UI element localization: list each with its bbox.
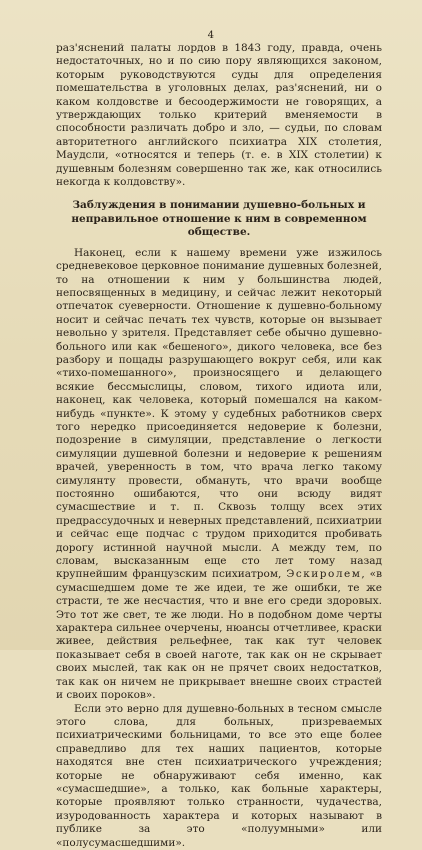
body-text: [56, 42, 382, 850]
section-heading: Заблуждения в понимании душевно-больных и неправильное отношение к ним в современном обществе.: [71, 199, 367, 239]
intro-paragraph: раз'яснений палаты лордов в 1843 году, правда, очень недостаточных, но и по сию пору являющихся законом, которым руководствуются суды для определения помешательства в уголовных делах, раз'яснений, ни о каком колдовстве и бесоодержимости не говорящих, а утверждающих только критерий вменяемости в способности различать добро и зло, — судьи, по словам авторитетного английского психиатра XIX столетия, Маудсли, «относятся и теперь (т. е. в XIX столетии) к душевным болезням совершенно так же, как относились некогда к колдовству».: [56, 42, 382, 189]
author-name-esquirol: Эскиролем: [286, 568, 362, 581]
main-paragraph-text-start: Наконец, если к нашему времени уже изжилось средневековое церковное понимание душевных болезней, то на отношении к ним у большинства людей, непосвященных в медицину, и сейчас лежит некоторый отпечаток суеверности. Отношение к душевно-больному носит и сейчас печать тех чувств, которые он вызывает невольно у зрителя. Представляет себе обычно душевно-больного или как «бешеного», дикого человека, все без разбору и пощады разрушающего вокруг себя, или как «тихо-помешанного», произносящего и делающего всякие бессмыслицы, словом, тихого идиота или, наконец, как человека, который помешался на каком-нибудь «пункте». К этому у судебных работников сверх того нередко присоединяется недоверие к болезни, подозрение в симуляции, представление о легкости симуляции душевной болезни и недоверие к решениям врачей, уверенность в том, что врача легко такому симулянту провести, обмануть, что врачи вообще постоянно ошибаются, что они всюду видят сумасшествие и т. п. Сквозь толщу всех этих предрассудочных и неверных представлений, психиатрии и сейчас еще подчас с трудом приходится пробивать дорогу истинной научной мысли. А между тем, по словам, высказанным еще сто лет тому назад крупнейшим французским психиатром,: [56, 246, 382, 581]
page-number: 4: [207, 30, 215, 41]
main-paragraph-text-end: , «в сумасшедшем доме те же идеи, те же ошибки, те же страсти, те же несчастия, что и вне его среди здоровых. Это тот же свет, те же люди. Но в подобном доме черты характера сильнее очерчены, нюансы отчетливее, краски живее, действия рельефнее, так как тут человек показывает себя в своей наготе, так как он не скрывает своих мыслей, так как он не прячет своих недостатков, так как он ничем не прикрывает внешне своих страстей и своих пороков».: [56, 568, 383, 702]
closing-paragraph: Если это верно для душевно-больных в тесном смысле этого слова, для больных, призреваемых психиатрическими больницами, то все это еще более справедливо для тех наших пациентов, которые находятся вне стен психиатрического учреждения; которые не обнаруживают себя именно, как «сумасшедшие», а только, как больные характеры, которые проявляют только странности, чудачества, изуродованность характера и которых называют в публике за это «полуумными» или «полусумасшедшими».: [56, 702, 382, 849]
main-paragraph: [56, 247, 382, 703]
